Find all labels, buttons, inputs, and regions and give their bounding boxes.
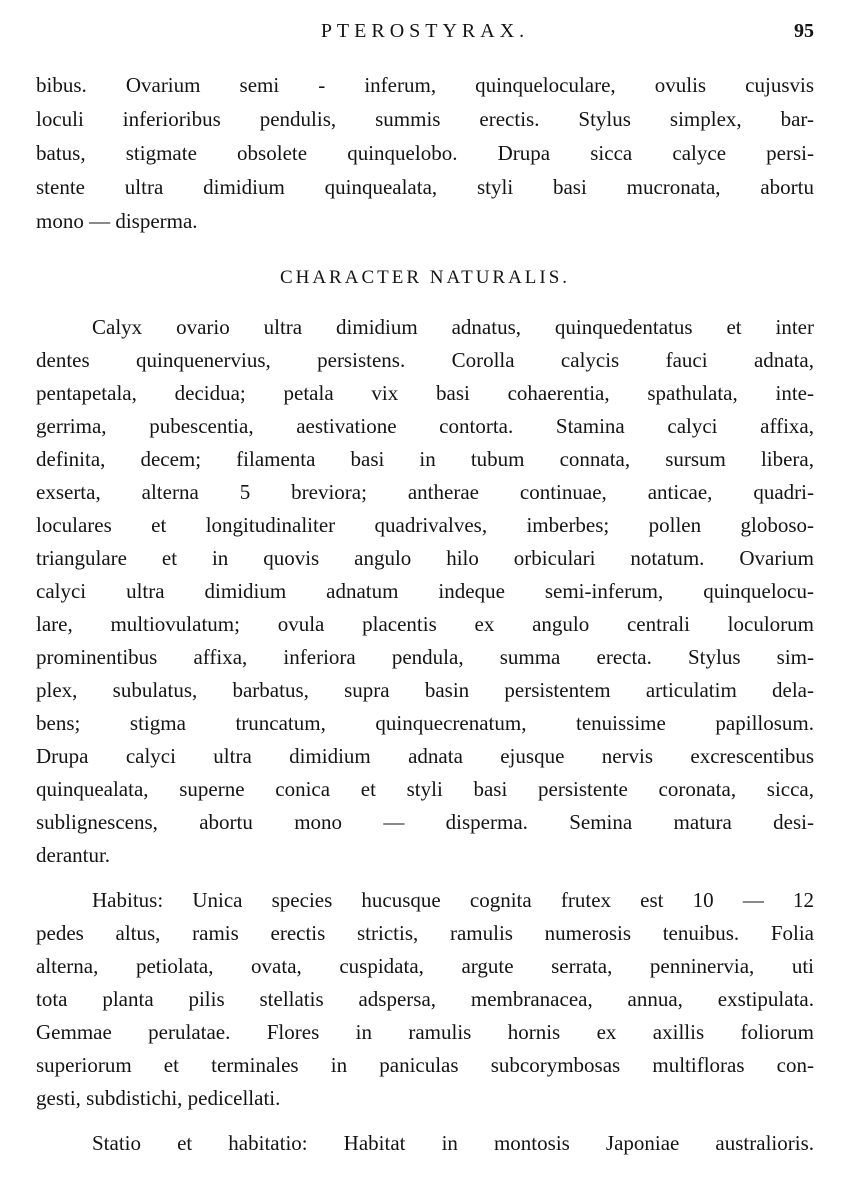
text-line: bibus. Ovarium semi - inferum, quinqueloculare, ovulis cujusvis [36, 73, 814, 97]
text-line: pedes altus, ramis erectis strictis, ramulis numerosis tenuibus. Folia [36, 921, 814, 945]
text-line: lare, multiovulatum; ovula placentis ex angulo centrali loculorum [36, 612, 814, 636]
text-line: mono — disperma. [36, 209, 198, 233]
text-line: quinquealata, superne conica et styli basi persistente coronata, sicca, [36, 777, 814, 801]
text-line: loculares et longitudinaliter quadrivalves, imberbes; pollen globoso- [36, 513, 814, 537]
text-line: calyci ultra dimidium adnatum indeque semi-inferum, quinquelocu- [36, 579, 814, 603]
text-line: plex, subulatus, barbatus, supra basin persistentem articulatim dela- [36, 678, 814, 702]
text-line: Calyx ovario ultra dimidium adnatus, quinquedentatus et inter [92, 315, 814, 339]
text-line: dentes quinquenervius, persistens. Corolla calycis fauci adnata, [36, 348, 814, 372]
text-line: sublignescens, abortu mono — disperma. Semina matura desi- [36, 810, 814, 834]
text-line: gerrima, pubescentia, aestivatione contorta. Stamina calyci affixa, [36, 414, 814, 438]
text-line: gesti, subdistichi, pedicellati. [36, 1086, 281, 1110]
text-line: tota planta pilis stellatis adspersa, membranacea, annua, exstipulata. [36, 987, 814, 1011]
text-line: derantur. [36, 843, 111, 867]
running-title: PTEROSTYRAX. [320, 20, 530, 42]
text-line: Drupa calyci ultra dimidium adnata ejusque nervis excrescentibus [36, 744, 814, 768]
text-line: pentapetala, decidua; petala vix basi cohaerentia, spathulata, inte- [36, 381, 814, 405]
statio-line: Statio et habitatio: Habitat in montosis Japoniae australioris. [92, 1131, 814, 1155]
page-number: 95 [794, 20, 814, 42]
text-line: superiorum et terminales in paniculas subcorymbosas multifloras con- [36, 1053, 814, 1077]
text-line: alterna, petiolata, ovata, cuspidata, argute serrata, penninervia, uti [36, 954, 814, 978]
page-header [36, 20, 814, 48]
text-line: exserta, alterna 5 breviora; antherae continuae, anticae, quadri- [36, 480, 814, 504]
text-line: bens; stigma truncatum, quinquecrenatum, tenuissime papillosum. [36, 711, 814, 735]
text-line: stente ultra dimidium quinquealata, styli basi mucronata, abortu [36, 175, 814, 199]
text-line: triangulare et in quovis angulo hilo orbiculari notatum. Ovarium [36, 546, 814, 570]
section-heading: CHARACTER NATURALIS. [279, 267, 571, 288]
text-line: Habitus: Unica species hucusque cognita frutex est 10 — 12 [92, 888, 814, 912]
text-line: definita, decem; filamenta basi in tubum connata, sursum libera, [36, 447, 814, 471]
text-line: loculi inferioribus pendulis, summis erectis. Stylus simplex, bar- [36, 107, 814, 131]
text-line: Gemmae perulatae. Flores in ramulis hornis ex axillis foliorum [36, 1020, 814, 1044]
text-line: prominentibus affixa, inferiora pendula, summa erecta. Stylus sim- [36, 645, 814, 669]
text-line: batus, stigmate obsolete quinquelobo. Drupa sicca calyce persi- [36, 141, 814, 165]
